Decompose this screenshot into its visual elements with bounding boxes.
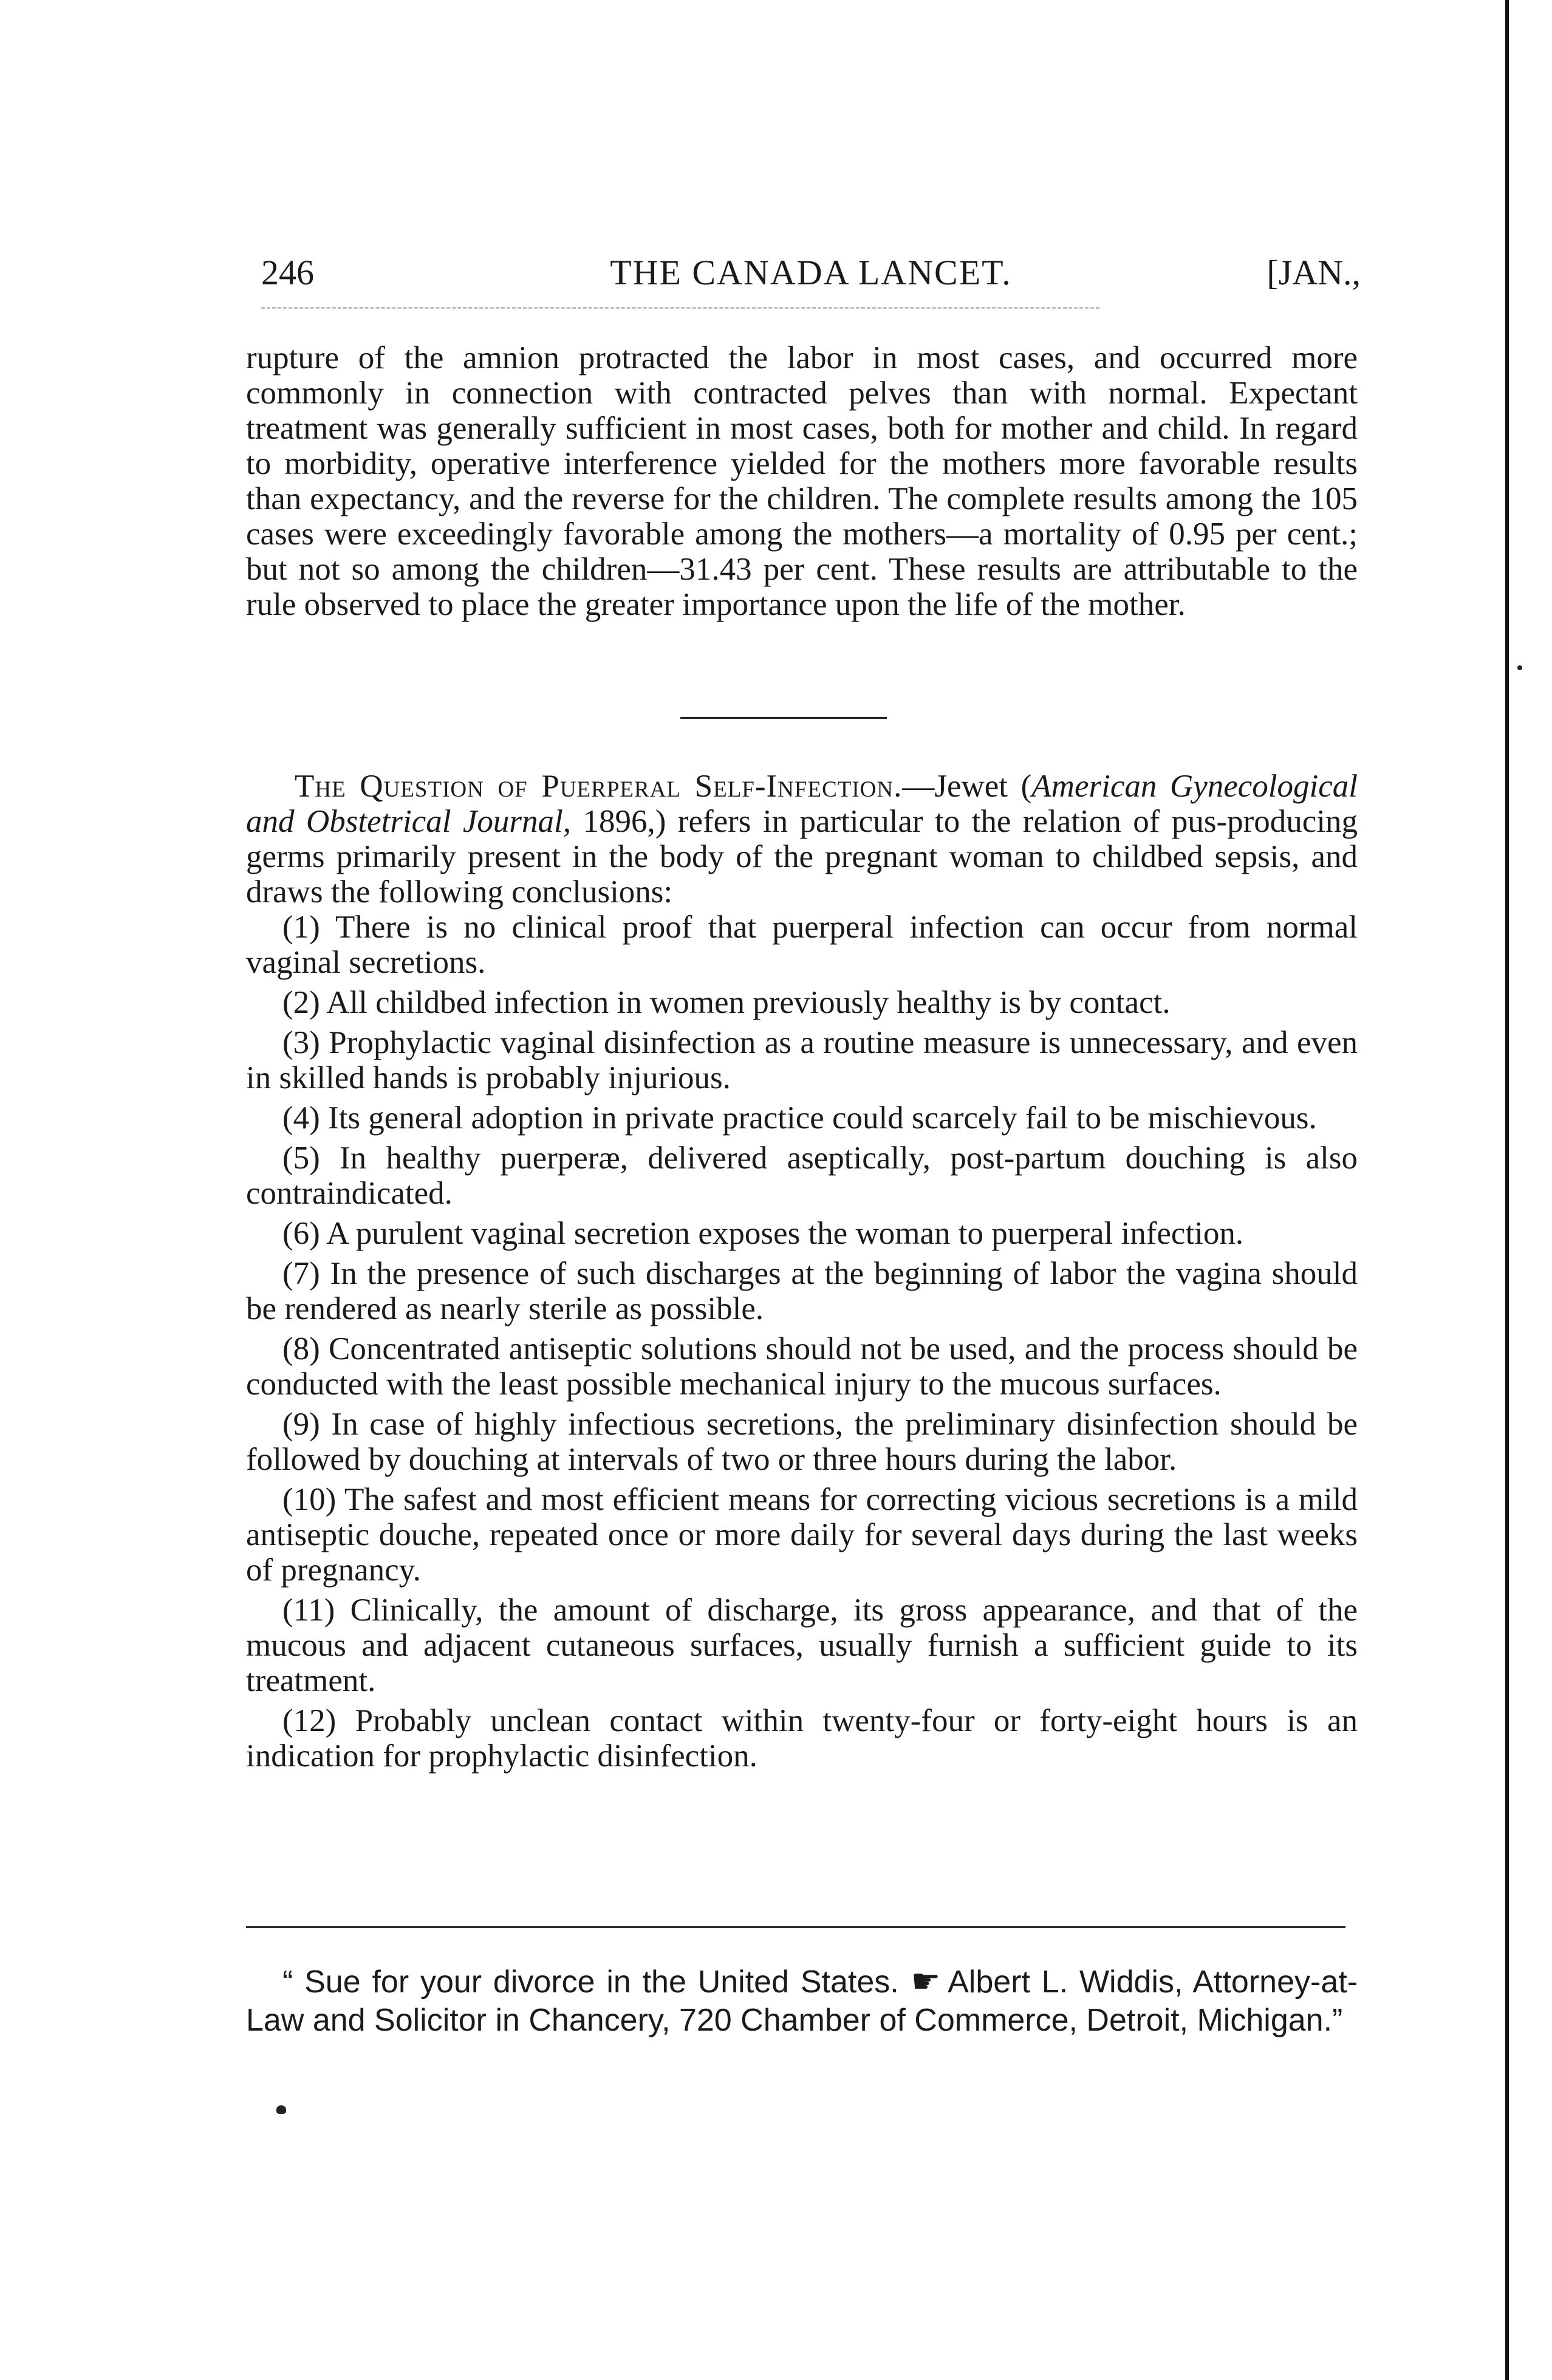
intro-text: 1896,) refers in particular to the relation of pus-producing germs primarily present in the body of the pregnant woman to childbed sepsis, and draws the following conclusions: [246, 804, 1358, 910]
margin-dot [1517, 665, 1522, 670]
page-header [261, 252, 1361, 298]
header-rule [261, 307, 1099, 309]
page-edge-line [1505, 0, 1509, 2380]
article-heading: The Question of Puerperal Self-Infection. [295, 769, 903, 804]
journal-title: THE CANADA LANCET. [610, 253, 1012, 292]
conclusion-item: (9) In case of highly infectious secretions, the preliminary disinfection should be followed by douching at intervals of two or three hours during the labor. [246, 1407, 1358, 1477]
conclusion-item: (11) Clinically, the amount of discharge, its gross appearance, and that of the mucous and adjacent cutaneous surfaces, usually furnish a sufficient guide to its treatment. [246, 1593, 1358, 1698]
conclusion-item: (6) A purulent vaginal secretion exposes the woman to puerperal infection. [282, 1216, 1244, 1251]
conclusions-list [246, 910, 1358, 1774]
article-intro [246, 769, 1358, 910]
paragraph-text: rupture of the amnion protracted the labor in most cases, and occurred more commonly in connection with contracted pelves than with normal. Expectant treatment was generally sufficient in most cases, both for mother and child. In regard to morbidity, operative interference yielded for the mothers more favorable results than expectancy, and the reverse for the children. The complete results among the 105 cases were exceedingly favorable among the mothers—a mortality of 0.95 per cent.; but not so among the children—31.43 per cent. These results are attributable to the rule observed to place the greater importance upon the life of the mother. [246, 340, 1358, 622]
ad-text-part-1: “ Sue for your divorce in the United States. [282, 1964, 899, 2000]
conclusion-item: (5) In healthy puerperæ, delivered aseptically, post-partum douching is also contraindicated. [246, 1140, 1358, 1211]
conclusion-item: (12) Probably unclean contact within twenty-four or forty-eight hours is an indication for prophylactic disinfection. [246, 1703, 1358, 1774]
page-number: 246 [261, 253, 314, 292]
ad-text-part-2: Albert L. Widdis, Attorney-at-Law and Solicitor in Chancery, 720 Chamber of Commerce, Detroit, Michigan.” [246, 1964, 1358, 2038]
conclusion-item: (10) The safest and most efficient means for correcting vicious secretions is a mild antiseptic douche, repeated once or more daily for several days during the last weeks of pregnancy. [246, 1482, 1358, 1588]
conclusion-item: (1) There is no clinical proof that puerperal infection can occur from normal vaginal secretions. [246, 910, 1358, 980]
conclusion-item: (3) Prophylactic vaginal disinfection as a routine measure is unnecessary, and even in skilled hands is probably injurious. [246, 1025, 1358, 1096]
conclusion-item: (2) All childbed infection in women previously healthy is by contact. [282, 985, 1171, 1020]
conclusion-item: (4) Its general adoption in private practice could scarcely fail to be mischievous. [282, 1100, 1317, 1136]
advertisement [246, 1963, 1358, 2040]
pointing-hand-icon: ☛ [911, 1963, 941, 2000]
source-title: American Gynecological and Obstetrical Journal, [246, 769, 1358, 839]
issue-month: [JAN., [1267, 253, 1361, 292]
advertisement-divider [246, 1926, 1345, 1928]
section-divider [680, 717, 887, 719]
conclusion-item: (7) In the presence of such discharges at the beginning of labor the vagina should be rendered as nearly sterile as possible. [246, 1256, 1358, 1326]
author-intro: —Jewet ( [902, 769, 1032, 804]
continued-paragraph [246, 340, 1358, 622]
ink-mark [276, 2105, 286, 2114]
article-section [246, 769, 1358, 1778]
conclusion-item: (8) Concentrated antiseptic solutions should not be used, and the process should be conducted with the least possible mechanical injury to the mucous surfaces. [246, 1331, 1358, 1402]
